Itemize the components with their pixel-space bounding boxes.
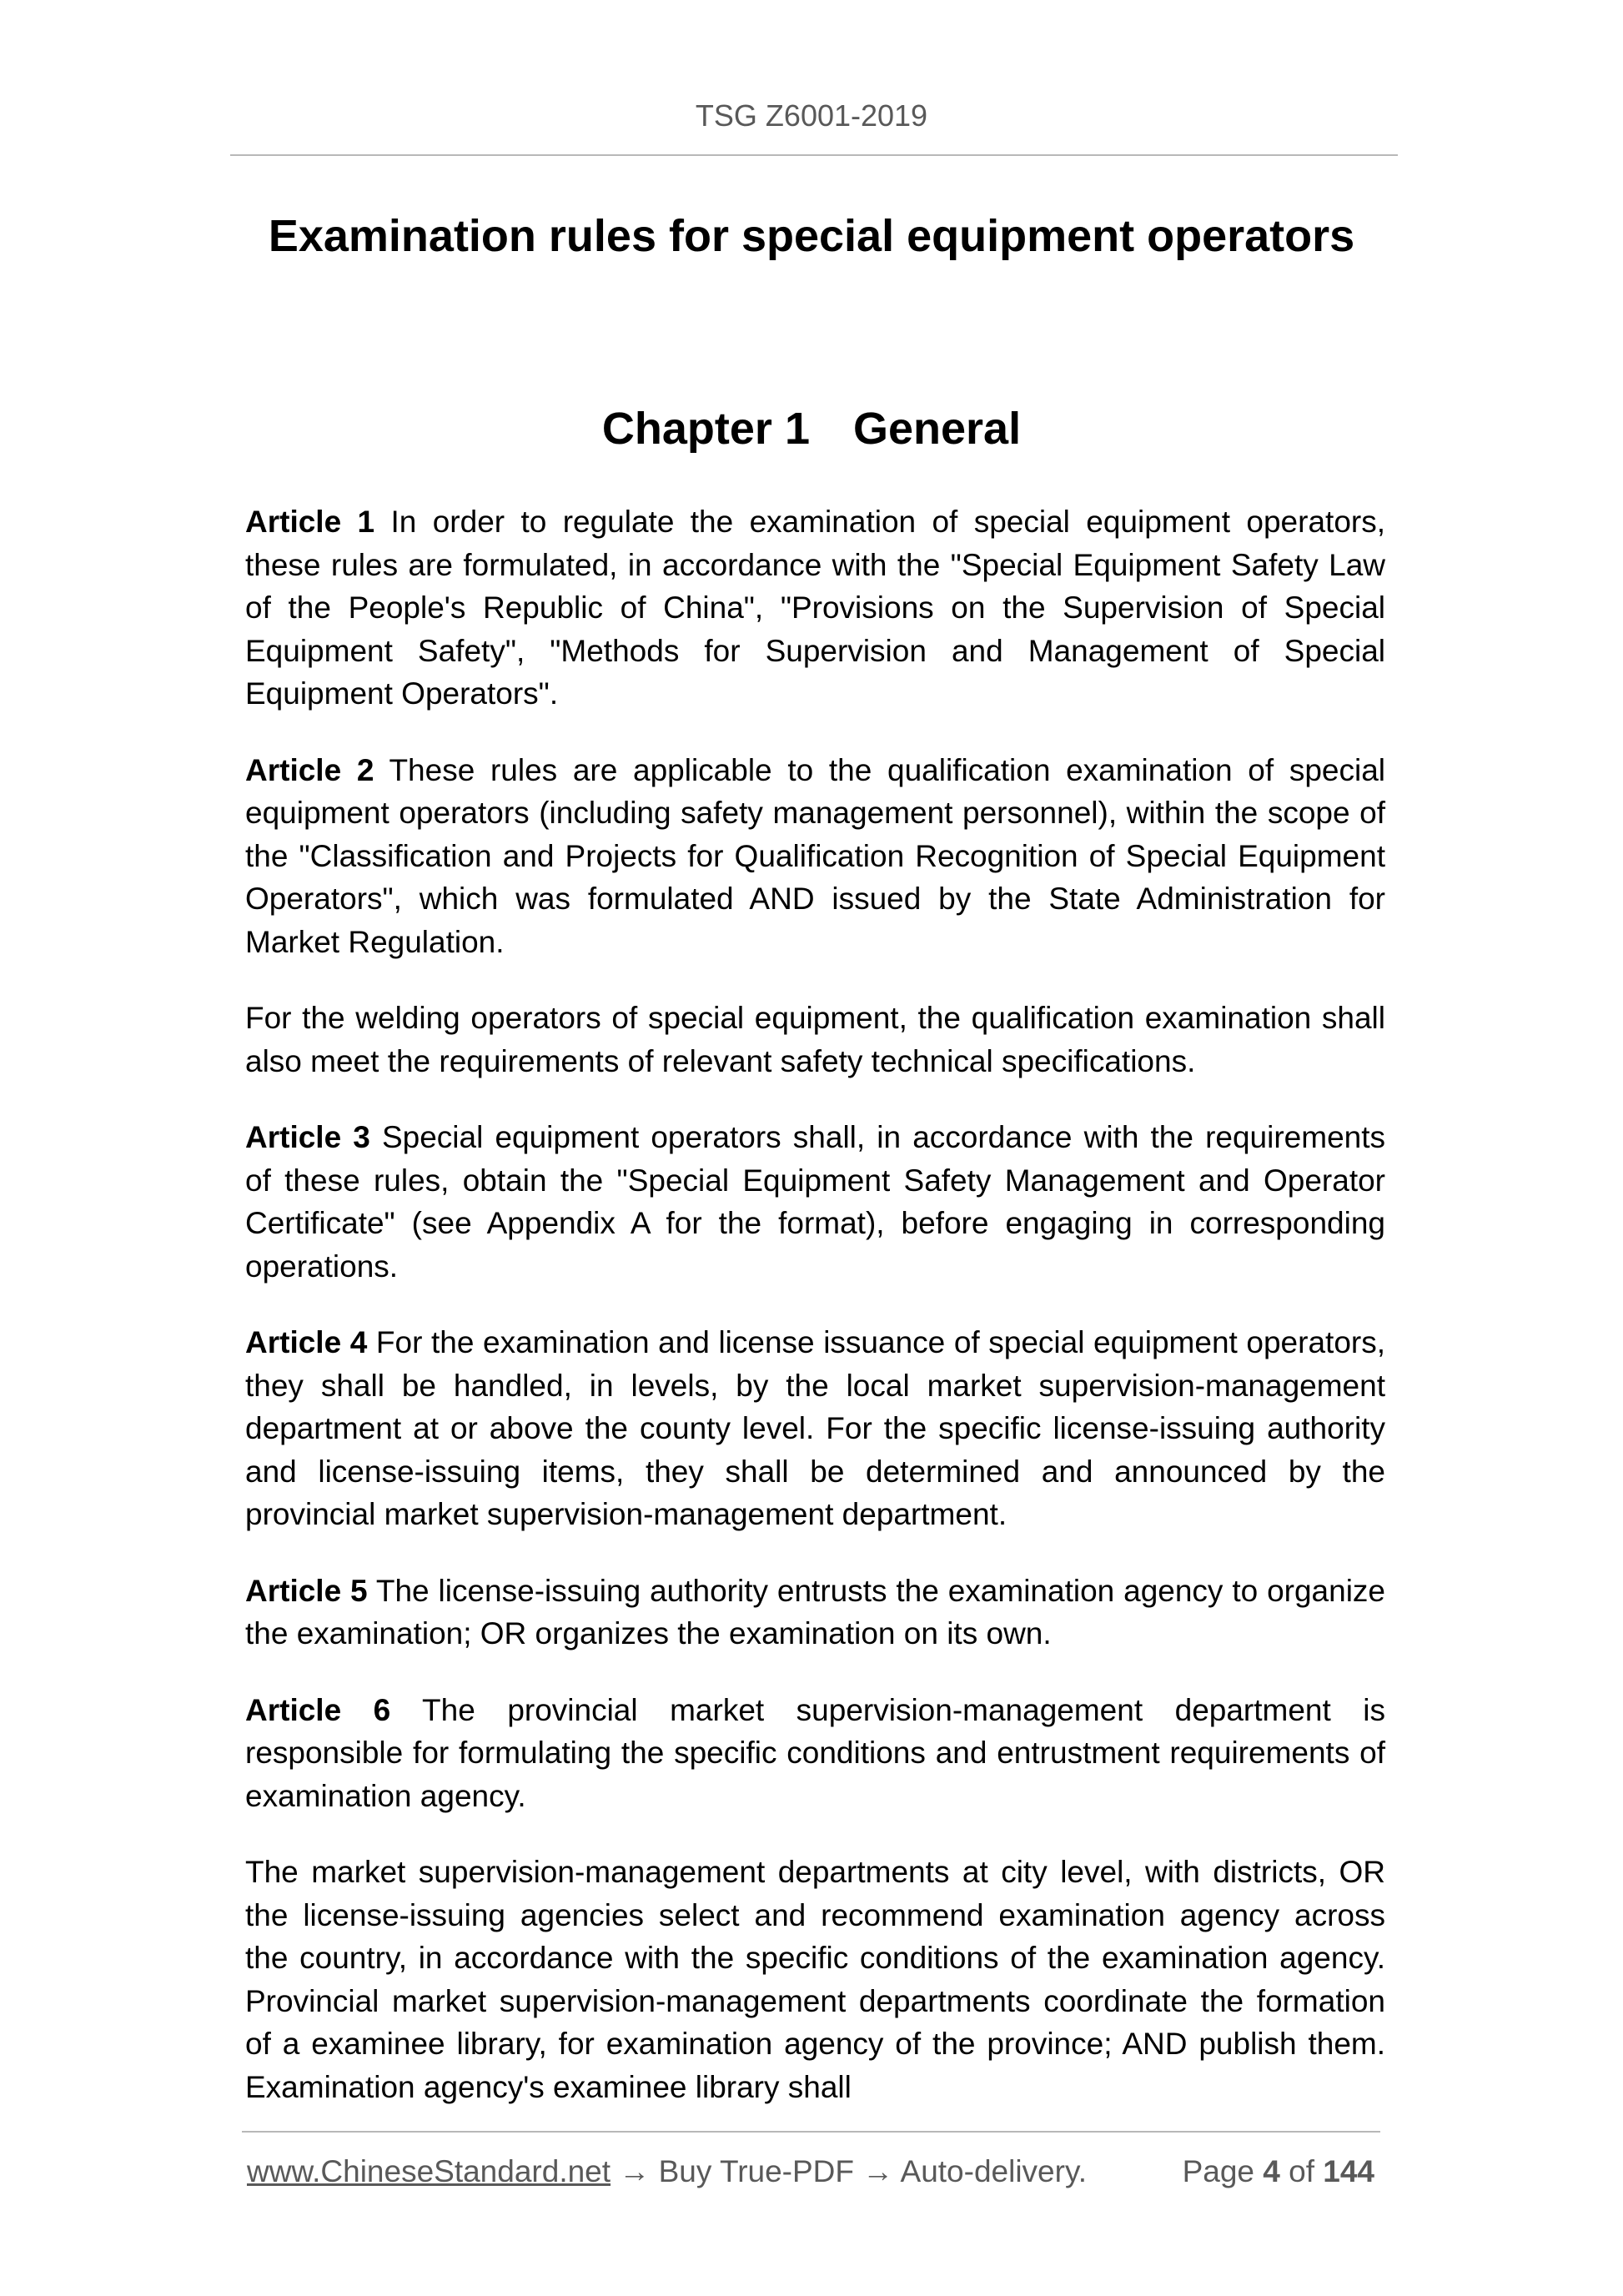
paragraph-text: For the welding operators of special equipment, the qualification examination shall also meet the requirements of relevant safety technical specifications. [245,1001,1385,1078]
body-text [245,500,1385,2142]
page-indicator [1183,2154,1374,2189]
paragraph [245,1851,1385,2108]
paragraph-text: The provincial market supervision-management department is responsible for formulating the specific conditions and entrustment requirements of examination agency. [245,1692,1385,1813]
page-current: 4 [1263,2154,1280,2188]
article-label: Article 4 [245,1325,368,1359]
paragraph [245,1321,1385,1536]
paragraph [245,1116,1385,1288]
footer-site-link[interactable]: www.ChineseStandard.net [247,2154,611,2188]
article-label: Article 1 [245,505,375,539]
chapter-name: General [852,404,1022,454]
page-total: 144 [1323,2154,1374,2188]
paragraph [245,749,1385,964]
chapter-number: Chapter 1 [601,404,810,454]
paragraph [245,997,1385,1083]
article-label: Article 5 [245,1573,368,1608]
article-label: Article 2 [245,752,374,787]
paragraph-text: In order to regulate the examination of special equipment operators, these rules are formulated, in accordance with the "Special Equipment Safety Law of the People's Republic of China", "Provisions on the Supervision of Special Equipment Safety", "Methods for Supervision and Management of Special Equipment Operators". [245,505,1385,711]
paragraph-text: The market supervision-management departments at city level, with districts, OR the license-issuing agencies select and recommend examination agency across the country, in accordance with the specific conditions of the examination agency. Provincial market supervision-management departments coordinate the formation of a examinee library, for examination agency of the province; AND publish them. Examination agency's examinee library shall [245,1855,1385,2104]
paragraph-text: For the examination and license issuance of special equipment operators, they shall be handled, in levels, by the local market supervision-management department at or above the county level. For the specific license-issuing authority and license-issuing items, they shall be determined and announced by the provincial market supervision-management department. [245,1325,1385,1531]
page-label: Page [1182,2154,1254,2188]
chapter-heading [0,403,1623,455]
paragraph [245,500,1385,716]
footer-promo: → Buy True-PDF → Auto-delivery. [611,2154,1087,2188]
footer-divider [242,2131,1380,2133]
page-of: of [1289,2154,1314,2188]
paragraph-text: These rules are applicable to the qualification examination of special equipment operators (including safety management personnel), within the scope of the "Classification and Projects for Qualification Recognition of Special Equipment Operators", which was formulated AND issued by the State Administration for Market Regulation. [245,752,1385,959]
page-footer [247,2154,1383,2189]
article-label: Article 6 [245,1692,391,1727]
paragraph-text: Special equipment operators shall, in accordance with the requirements of these rules, obtain the "Special Equipment Safety Management and Operator Certificate" (see Appendix A for the format), before engaging in corresponding operations. [245,1120,1386,1284]
document-title: Examination rules for special equipment operators [268,211,1355,261]
paragraph [245,1689,1385,1818]
paragraph-text: The license-issuing authority entrusts the examination agency to organize the examination; OR organizes the examination on its own. [245,1573,1386,1650]
header-doc-code: TSG Z6001-2019 [695,98,928,133]
article-label: Article 3 [245,1120,370,1154]
header-divider [230,154,1398,156]
paragraph [245,1570,1385,1655]
